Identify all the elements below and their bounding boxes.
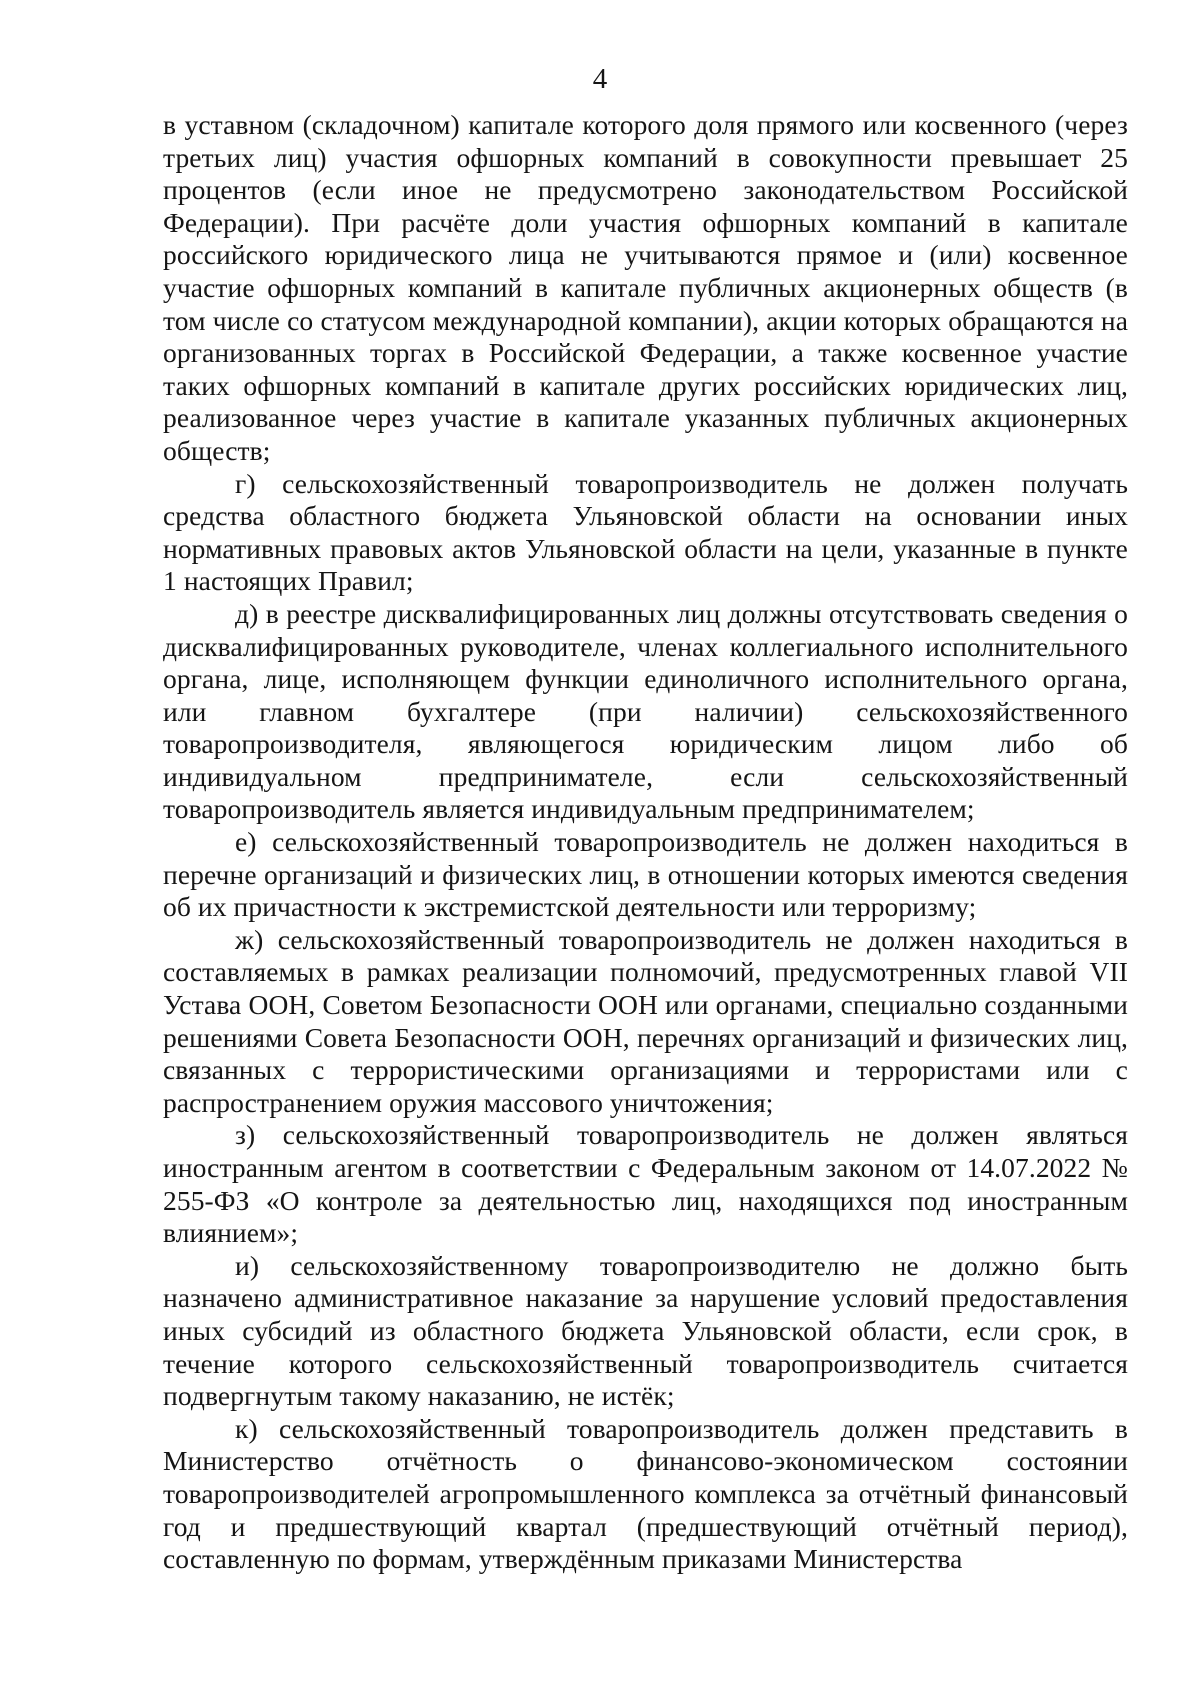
paragraph-item-g: г) сельскохозяйственный товаропроизводитель не должен получать средства областного бюджета Ульяновской области на основании иных нормативных правовых актов Ульяновской области на цели, указанные в пункте 1 настоящих Правил;: [163, 467, 1128, 597]
paragraph-item-d: д) в реестре дисквалифицированных лиц должны отсутствовать сведения о дисквалифицированных руководителе, членах коллегиального исполнительного органа, лице, исполняющем функции единоличного исполнительного органа, или главном бухгалтере (при наличии) сельскохозяйственного товаропроизводителя, являющегося юридическим лицом либо об индивидуальном предпринимателе, если сельскохозяйственный товаропроизводитель является индивидуальным предпринимателем;: [163, 597, 1128, 825]
document-body: [163, 109, 1128, 1576]
paragraph-item-k: к) сельскохозяйственный товаропроизводитель должен представить в Министерство отчётность о финансово-экономическом состоянии товаропроизводителей агропромышленного комплекса за отчётный финансовый год и предшествующий квартал (предшествующий отчётный период), составленную по формам, утверждённым приказами Министерства: [163, 1412, 1128, 1575]
page-number: 4: [592, 63, 608, 95]
paragraph-continuation-c: в уставном (складочном) капитале которого доля прямого или косвенного (через третьих лиц) участия офшорных компаний в совокупности превышает 25 процентов (если иное не предусмотрено законодательством Российской Федерации). При расчёте доли участия офшорных компаний в капитале российского юридического лица не учитываются прямое и (или) косвенное участие офшорных компаний в капитале публичных акционерных обществ (в том числе со статусом международной компании), акции которых обращаются на организованных торгах в Российской Федерации, а также косвенное участие таких офшорных компаний в капитале других российских юридических лиц, реализованное через участие в капитале указанных публичных акционерных обществ;: [163, 109, 1128, 466]
paragraph-item-i: и) сельскохозяйственному товаропроизводителю не должно быть назначено административное наказание за нарушение условий предоставления иных субсидий из областного бюджета Ульяновской области, если срок, в течение которого сельскохозяйственный товаропроизводитель считается подвергнутым такому наказанию, не истёк;: [163, 1249, 1128, 1412]
paragraph-item-e: е) сельскохозяйственный товаропроизводитель не должен находиться в перечне организаций и физических лиц, в отношении которых имеются сведения об их причастности к экстремистской деятельности или терроризму;: [163, 826, 1128, 923]
paragraph-item-z: з) сельскохозяйственный товаропроизводитель не должен являться иностранным агентом в соответствии с Федеральным законом от 14.07.2022 № 255-ФЗ «О контроле за деятельностью лиц, находящихся под иностранным влиянием»;: [163, 1119, 1128, 1249]
paragraph-item-zh: ж) сельскохозяйственный товаропроизводитель не должен находиться в составляемых в рамках реализации полномочий, предусмотренных главой VII Устава ООН, Советом Безопасности ООН или органами, специально созданными решениями Совета Безопасности ООН, перечнях организаций и физических лиц, связанных с террористическими организациями и террористами или с распространением оружия массового уничтожения;: [163, 923, 1128, 1118]
